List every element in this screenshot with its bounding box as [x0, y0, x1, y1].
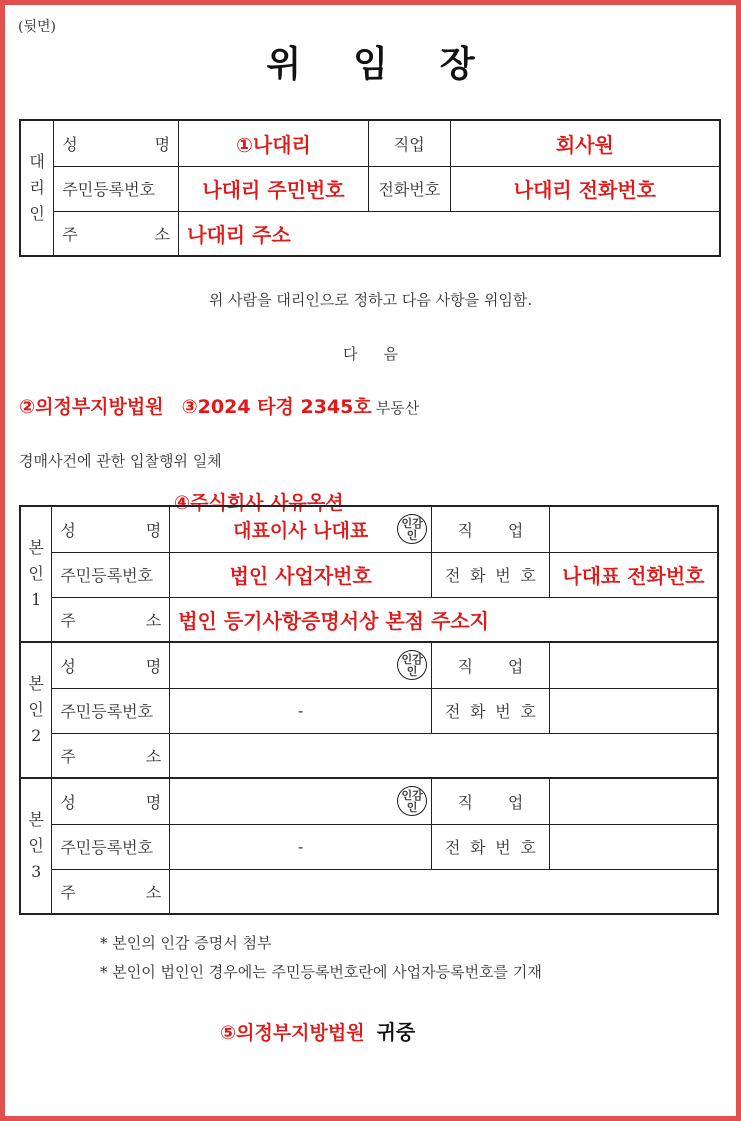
- case-suffix: 부동산: [375, 399, 420, 417]
- principal-side-label: 본 인 1: [20, 506, 52, 642]
- principal-job-value[interactable]: [549, 778, 718, 824]
- agent-address-label: 주 소: [54, 211, 179, 256]
- recipient-line: [220, 1016, 415, 1045]
- principal-name-label: 성 명: [52, 642, 170, 688]
- seal-stamp-icon: 인감 인: [397, 650, 427, 680]
- agent-job-label: 직업: [368, 120, 450, 166]
- court-name[interactable]: ②의정부지방법원: [19, 396, 164, 418]
- recipient-honorific: 귀중: [376, 1020, 416, 1044]
- principal-id-value[interactable]: -: [170, 688, 432, 733]
- principal-id-label: 주민등록번호: [52, 824, 170, 869]
- principal-name-cell[interactable]: [170, 642, 432, 688]
- note-1: * 본인의 인감 증명서 첨부: [100, 934, 272, 952]
- agent-job-value[interactable]: 회사원: [450, 120, 720, 166]
- principal-phone-label: 전 화 번 호: [432, 688, 550, 733]
- agent-table: [19, 119, 721, 257]
- agent-id-value[interactable]: 나대리 주민번호: [179, 166, 369, 211]
- principal-job-label: 직 업: [432, 506, 550, 552]
- agent-name-value[interactable]: ①나대리: [179, 120, 369, 166]
- principal-address-value[interactable]: [170, 869, 718, 914]
- principal-name-cell[interactable]: [170, 778, 432, 824]
- next-heading: 다음: [343, 345, 424, 363]
- agent-side-text: 대 리 인: [29, 152, 45, 223]
- principal-name-label: 성 명: [52, 506, 170, 552]
- principal-job-label: 직 업: [432, 778, 550, 824]
- seal-stamp-icon: 인감 인: [397, 786, 427, 816]
- note-2: * 본인이 법인인 경우에는 주민등록번호란에 사업자등록번호를 기재: [100, 963, 542, 981]
- principal-id-label: 주민등록번호: [52, 688, 170, 733]
- principal-id-value[interactable]: -: [170, 824, 432, 869]
- principal-phone-label: 전 화 번 호: [432, 552, 550, 597]
- principal-job-value[interactable]: [549, 506, 718, 552]
- agent-id-label: 주민등록번호: [54, 166, 179, 211]
- seal-stamp-icon: 인감 인: [397, 514, 427, 544]
- principal-side-label: 본 인 3: [20, 778, 52, 914]
- agent-phone-value[interactable]: 나대리 전화번호: [450, 166, 720, 211]
- agent-phone-label: 전화번호: [368, 166, 450, 211]
- principal-name-label: 성 명: [52, 778, 170, 824]
- document-title: 위임장: [266, 44, 527, 85]
- delegation-scope: 경매사건에 관한 입찰행위 일체: [19, 452, 222, 470]
- principal-id-value[interactable]: 법인 사업자번호: [170, 552, 432, 597]
- principals-table: [19, 505, 719, 915]
- principal-address-value[interactable]: 법인 등기사항증명서상 본점 주소지: [170, 597, 718, 642]
- principal-name-cell[interactable]: [170, 506, 432, 552]
- principal-phone-value[interactable]: 나대표 전화번호: [549, 552, 718, 597]
- principal-address-label: 주 소: [52, 733, 170, 778]
- agent-address-value[interactable]: 나대리 주소: [179, 211, 720, 256]
- principal-name-value[interactable]: 대표이사 나대표: [233, 519, 369, 542]
- principal-address-label: 주 소: [52, 597, 170, 642]
- recipient-court[interactable]: ⑤의정부지방법원: [220, 1022, 365, 1044]
- case-line: [19, 392, 419, 419]
- principal-address-label: 주 소: [52, 869, 170, 914]
- principal-side-label: 본 인 2: [20, 642, 52, 778]
- principal-phone-label: 전 화 번 호: [432, 824, 550, 869]
- back-side-label: (뒷면): [18, 19, 56, 35]
- principal-job-value[interactable]: [549, 642, 718, 688]
- principal-address-value[interactable]: [170, 733, 718, 778]
- principal-phone-value[interactable]: [549, 688, 718, 733]
- principal-phone-value[interactable]: [549, 824, 718, 869]
- principal-job-label: 직 업: [432, 642, 550, 688]
- agent-side-label: [20, 120, 54, 256]
- delegation-sentence: 위 사람을 대리인으로 정하고 다음 사항을 위임함.: [208, 291, 533, 309]
- principal1-company-annotation[interactable]: ④주식회사 사유옥션: [174, 492, 344, 514]
- case-number[interactable]: ③2024 타경 2345호: [181, 396, 372, 418]
- agent-name-label: 성 명: [54, 120, 179, 166]
- principal-id-label: 주민등록번호: [52, 552, 170, 597]
